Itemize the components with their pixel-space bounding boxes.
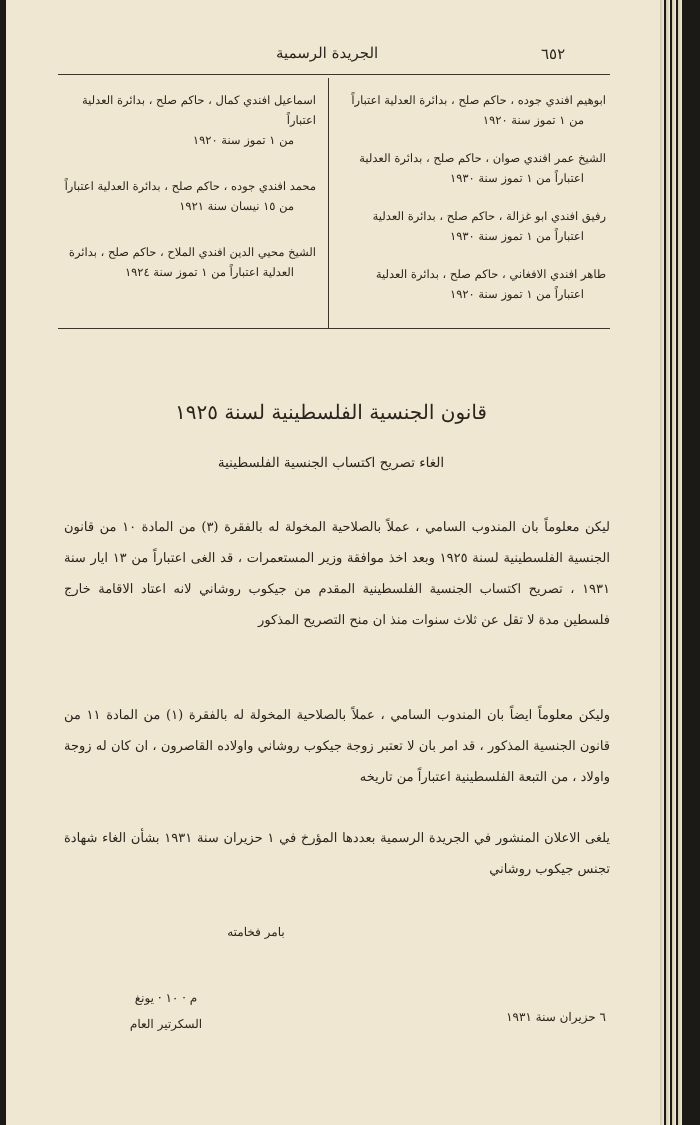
- appointments-right-column: [348, 90, 606, 322]
- paragraph-2: وليكن معلوماً ايضاً بان المندوب السامي ، عملاً بالصلاحية المخولة له بالفقرة (١) من المادة ١١ من قانون الجنسية المذكور ، قد امر بان لا تعتبر زوجة جيكوب روشاني واولاده القاصرون ، ان كان له زوجة واولاد ، من التبعة الفلسطينية اعتباراً من تاريخه: [64, 708, 611, 785]
- appointment-line: محمد افندي جوده ، حاكم صلح ، بدائرة العدلية اعتباراً: [64, 179, 316, 193]
- appointment-line: الشيخ محيي الدين افندي الملاح ، حاكم صلح ، بدائرة: [68, 245, 316, 259]
- issue-date: ٦ حزيران سنة ١٩٣١: [506, 1010, 606, 1024]
- law-subtitle: الغاء تصريح اكتساب الجنسية الفلسطينية: [217, 455, 445, 471]
- appointment-line: من ١٥ نيسان سنة ١٩٢١: [179, 199, 294, 213]
- appointment-line: طاهر افندي الافغاني ، حاكم صلح ، بدائرة العدلية: [375, 267, 606, 281]
- appointment-line: من ١ تموز سنة ١٩٢٠: [192, 133, 294, 147]
- page-edge: [678, 0, 682, 1125]
- gazette-title: الجريدة الرسمية: [276, 44, 379, 62]
- appointment-line: من ١ تموز سنة ١٩٢٠: [482, 113, 584, 127]
- appointment-line: ابوهيم افندي جوده ، حاكم صلح ، بدائرة العدلية اعتباراً: [351, 93, 606, 107]
- appointment-line: اعتباراً من ١ تموز سنة ١٩٣٠: [450, 171, 584, 185]
- column-divider: [328, 78, 329, 328]
- appointment-line: اسماعيل افندي كمال ، حاكم صلح ، بدائرة العدلية اعتباراً: [81, 93, 316, 127]
- appointment-entry: [348, 90, 606, 130]
- appointment-entry: [348, 148, 606, 188]
- section-rule: [58, 328, 610, 329]
- appointment-entry: [348, 264, 606, 304]
- appointment-entry: [58, 90, 316, 150]
- law-title: قانون الجنسية الفلسطينية لسنة ١٩٢٥: [175, 400, 487, 424]
- appointment-entry: [58, 242, 316, 282]
- signatory-name: م · ١٠ · يونغ: [134, 991, 198, 1005]
- page-number: ٦٥٢: [541, 45, 566, 63]
- appointment-entry: [58, 176, 316, 216]
- page-edge: [666, 0, 670, 1125]
- document-page: [6, 0, 660, 1125]
- header-rule: [58, 74, 610, 75]
- appointment-line: رفيق افندي ابو غزالة ، حاكم صلح ، بدائرة العدلية: [372, 209, 606, 223]
- page-edge: [672, 0, 676, 1125]
- signature-block: [86, 985, 246, 1037]
- appointment-line: اعتباراً من ١ تموز سنة ١٩٣٠: [450, 229, 584, 243]
- page-edge: [660, 0, 664, 1125]
- appointment-line: اعتباراً من ١ تموز سنة ١٩٢٠: [450, 287, 584, 301]
- appointment-line: العدلية اعتباراً من ١ تموز سنة ١٩٢٤: [124, 265, 294, 279]
- appointment-entry: [348, 206, 606, 246]
- appointment-line: الشيخ عمر افندي صوان ، حاكم صلح ، بدائرة العدلية: [359, 151, 606, 165]
- appointments-left-column: [58, 90, 316, 300]
- by-order-line: بامر فخامته: [227, 925, 285, 939]
- page-header: [56, 40, 611, 70]
- paragraph-3: يلغى الاعلان المنشور في الجريدة الرسمية بعددها المؤرخ في ١ حزيران سنة ١٩٣١ بشأن الغاء شهادة تجنس جيكوب روشاني: [64, 831, 611, 877]
- signatory-role: السكرتير العام: [129, 1017, 203, 1031]
- paragraph-1: ليكن معلوماً بان المندوب السامي ، عملاً بالصلاحية المخولة له بالفقرة (٣) من المادة ١٠ من قانون الجنسية الفلسطينية لسنة ١٩٢٥ وبعد اخذ موافقة وزير المستعمرات ، قد الغى اعتباراً من ١٣ ايار سنة ١٩٣١ ، تصريح اكتساب الجنسية الفلسطينية المقدم من جيكوب روشاني لانه اعتاد الاقامة خارج فلسطين مدة لا تقل عن ثلاث سنوات منذ ان منح التصريح المذكور: [64, 520, 610, 628]
